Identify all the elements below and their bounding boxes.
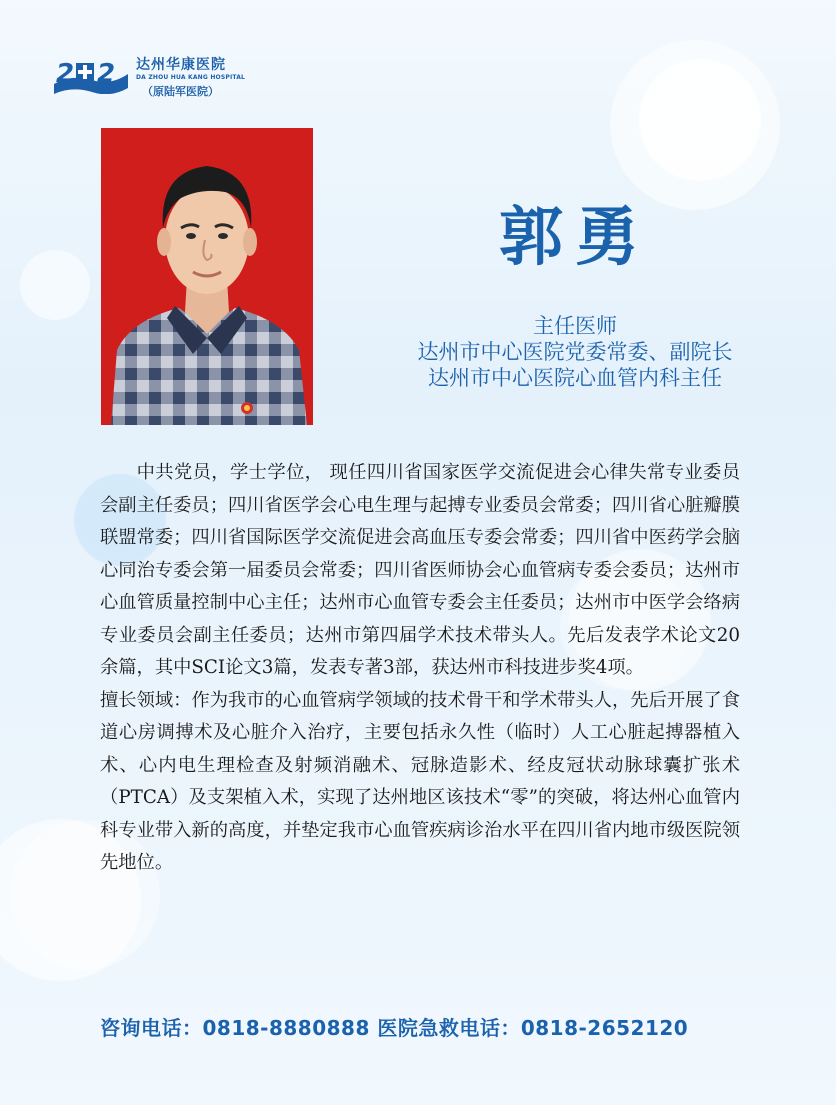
svg-text:2: 2: [56, 59, 75, 89]
hospital-logo: [52, 52, 246, 100]
doctor-titles: [314, 313, 836, 391]
decorative-bubble: [610, 40, 780, 210]
bio-paragraph: 中共党员，学士学位， 现任四川省国家医学交流促进会心律失常专业委员会副主任委员；四川省医学会心电生理与起搏专业委员会常委；四川省心脏瓣膜联盟常委；四川省国际医学交流促进会高血压专委会常委；四川省中医药学会脑心同治专委会第一届委员会常委；四川省医师协会心血管病专委会委员；达州市心血管质量控制中心主任；达州市心血管专委会主任委员；达州市中医学会络病专业委员会副主任委员；达州市第四届学术技术带头人。先后发表学术论文20余篇，其中SCI论文3篇，发表专著3部，获达州市科技进步奖4项。: [100, 462, 740, 678]
bio-paragraph: 擅长领域：作为我市的心血管病学领域的技术骨干和学术带头人，先后开展了食道心房调搏术及心脏介入治疗，主要包括永久性（临时）人工心脏起搏器植入术、心内电生理检查及射频消融术、冠脉造影术、经皮冠状动脉球囊扩张术（PTCA）及支架植入术，实现了达州地区该技术“零”的突破，将达州心血管内科专业带入新的高度，并垫定我市心血管疾病诊治水平在四川省内地市级医院领先地位。: [100, 689, 740, 873]
doctor-name: 郭勇: [499, 201, 651, 275]
svg-text:2: 2: [97, 59, 116, 89]
doctor-portrait: [101, 128, 313, 425]
doctor-title-line: 达州市中心医院党委常委、副院长: [417, 340, 733, 364]
doctor-title-line: 达州市中心医院心血管内科主任: [428, 366, 722, 390]
hospital-name-en: DA ZHOU HUA KANG HOSPITAL: [136, 74, 246, 81]
hospital-name: 达州华康医院: [136, 57, 226, 73]
portrait-illustration: [101, 128, 313, 425]
doctor-title-line: 主任医师: [533, 314, 617, 338]
doctor-biography: [100, 457, 740, 880]
contact-phones: 咨询电话：0818-8880888 医院急救电话：0818-2652120: [100, 1016, 689, 1040]
hospital-former-name: （原陆军医院）: [142, 85, 219, 98]
decorative-bubble: [20, 250, 90, 320]
hospital-logo-icon: [52, 54, 130, 94]
